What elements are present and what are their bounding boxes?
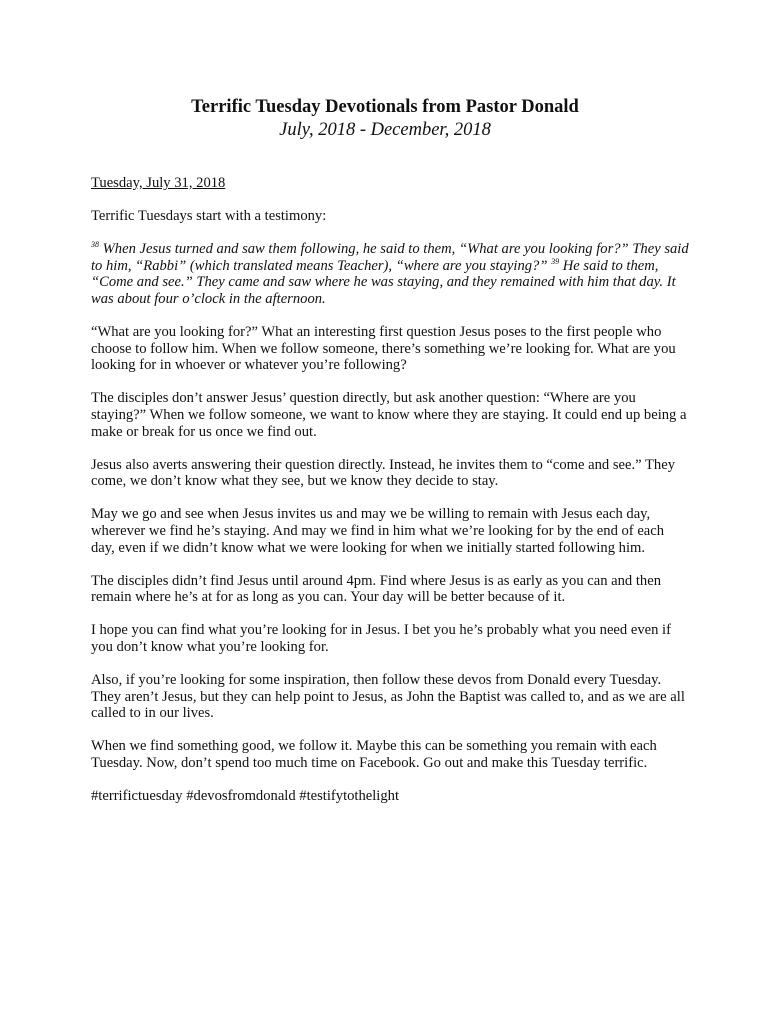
verse-number: 39 xyxy=(551,256,560,266)
paragraph: May we go and see when Jesus invites us and may we be willing to remain with Jesus each day, wherever we find he’s staying. And may we find in him what we’re looking for by the end of each day, even if we didn’t know what we were looking for when we initially started following him. xyxy=(91,506,665,556)
paragraph: I hope you can find what you’re looking for in Jesus. I bet you he’s probably what you need even if you don’t know what you’re looking for. xyxy=(91,622,671,655)
intro-text: Terrific Tuesdays start with a testimony: xyxy=(91,208,327,225)
devotional-date: Tuesday, July 31, 2018 xyxy=(91,175,226,191)
document-body xyxy=(91,175,691,821)
document-subtitle: July, 2018 - December, 2018 xyxy=(279,120,491,140)
paragraph: Jesus also averts answering their question directly. Instead, he invites them to “come and see.” They come, we don’t know what they see, but we know they decide to stay. xyxy=(91,456,675,490)
paragraph: The disciples didn’t find Jesus until around 4pm. Find where Jesus is as early as you can and then remain where he’s at for as long as you can. Your day will be better because of it. xyxy=(91,572,662,606)
verse-text: When Jesus turned and saw them following, he said to them, “What are you looking for?” They said to him, “Rabbi” (which translated means Teacher), “where are you staying?” xyxy=(91,241,689,274)
paragraph: When we find something good, we follow it. Maybe this can be something you remain with each Tuesday. Now, don’t spend too much time on Facebook. Go out and make this Tuesday terrific. xyxy=(91,738,657,771)
document-header xyxy=(0,96,770,142)
hashtags: #terrifictuesday #devosfromdonald #testifytothelight xyxy=(91,787,400,804)
scripture-quote xyxy=(91,241,691,307)
paragraph: “What are you looking for?” What an interesting first question Jesus poses to the first people who choose to follow him. When we follow someone, there’s something we’re looking for. What are you looking for in whoever or whatever you’re following? xyxy=(91,324,676,374)
document-title: Terrific Tuesday Devotionals from Pastor Donald xyxy=(191,97,579,117)
paragraph: The disciples don’t answer Jesus’ question directly, but ask another question: “Where are you staying?” When we follow someone, we want to know where they are staying. It could end up being a make or break for us once we find out. xyxy=(91,390,687,440)
paragraph: Also, if you’re looking for some inspiration, then follow these devos from Donald every Tuesday. They aren’t Jesus, but they can help point to Jesus, as John the Baptist was called to, and as we are all called to in our lives. xyxy=(91,671,685,722)
verse-text: He said to them, “Come and see.” They came and saw where he was staying, and they remained with him that day. It was about four o’clock in the afternoon. xyxy=(91,257,676,307)
verse-number: 38 xyxy=(91,240,99,250)
